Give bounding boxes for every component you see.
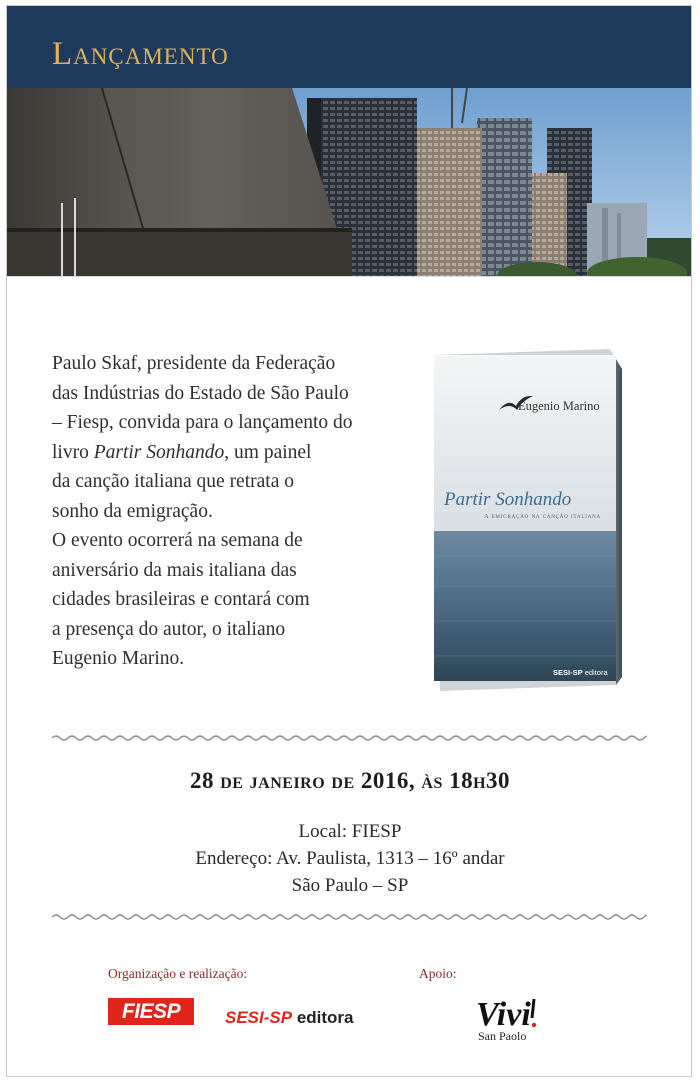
- invitation-line: das Indústrias do Estado de São Paulo: [52, 382, 349, 404]
- invitation-text: [52, 349, 422, 674]
- book-title-inline: Partir Sonhando: [93, 441, 225, 463]
- invitation-line: sonho da emigração.: [52, 500, 213, 522]
- invitation-card: [6, 5, 692, 1077]
- page-title: Lançamento: [52, 36, 229, 72]
- invitation-line: Paulo Skaf, presidente da Federação: [52, 353, 336, 374]
- invitation-line: a presença do autor, o italiano: [52, 618, 286, 640]
- invitation-line: Eugenio Marino.: [52, 648, 185, 669]
- invitation-line: da canção italiana que retrata o: [52, 471, 294, 492]
- sesi-word: editora: [296, 1008, 354, 1027]
- event-local: Local: FIESP: [298, 821, 402, 842]
- wave-divider-bottom: [52, 912, 647, 922]
- book-publisher-brand: SESI-SP: [553, 668, 583, 677]
- book-author: Eugenio Marino: [518, 399, 600, 413]
- invitation-line: O evento ocorrerá na semana de: [52, 530, 303, 551]
- vivi-subtitle: San Paolo: [478, 1029, 527, 1043]
- support-label: Apoio:: [419, 966, 457, 981]
- event-city: São Paulo – SP: [291, 875, 409, 896]
- invitation-line: [52, 438, 422, 468]
- event-location: [7, 818, 692, 899]
- book-title: Partir Sonhando: [444, 489, 572, 510]
- fiesp-logo: FIESP: [108, 998, 194, 1025]
- invitation-line: – Fiesp, convida para o lançamento do: [52, 412, 353, 433]
- organization-label: Organização e realização:: [108, 966, 248, 981]
- header-bar: [7, 6, 692, 88]
- book-cover: [426, 341, 626, 693]
- invitation-line: cidades brasileiras e contará com: [52, 589, 310, 610]
- invitation-line: aniversário da mais italiana das: [52, 559, 297, 581]
- event-address: Endereço: Av. Paulista, 1313 – 16º andar: [195, 848, 505, 869]
- vivi-exclamation-icon: [532, 999, 534, 1018]
- sesi-brand: SESI-SP: [225, 1008, 293, 1027]
- text-fragment: , um painel: [224, 441, 312, 463]
- skyline-illustration: [7, 88, 692, 276]
- vivi-mark: Vivi: [476, 996, 531, 1033]
- skyline-photo: [7, 88, 692, 277]
- sesi-sp-editora-logo: [225, 1008, 354, 1028]
- event-date: 28 de janeiro de 2016, às 18h30: [189, 768, 511, 793]
- book-subtitle: A emigração na canção italiana: [484, 513, 601, 520]
- vivi-dot-icon: [532, 1023, 536, 1027]
- text-fragment: livro: [52, 441, 94, 463]
- book-publisher-word: editora: [584, 668, 608, 677]
- book-publisher: [553, 668, 608, 677]
- wave-divider-top: [52, 733, 647, 743]
